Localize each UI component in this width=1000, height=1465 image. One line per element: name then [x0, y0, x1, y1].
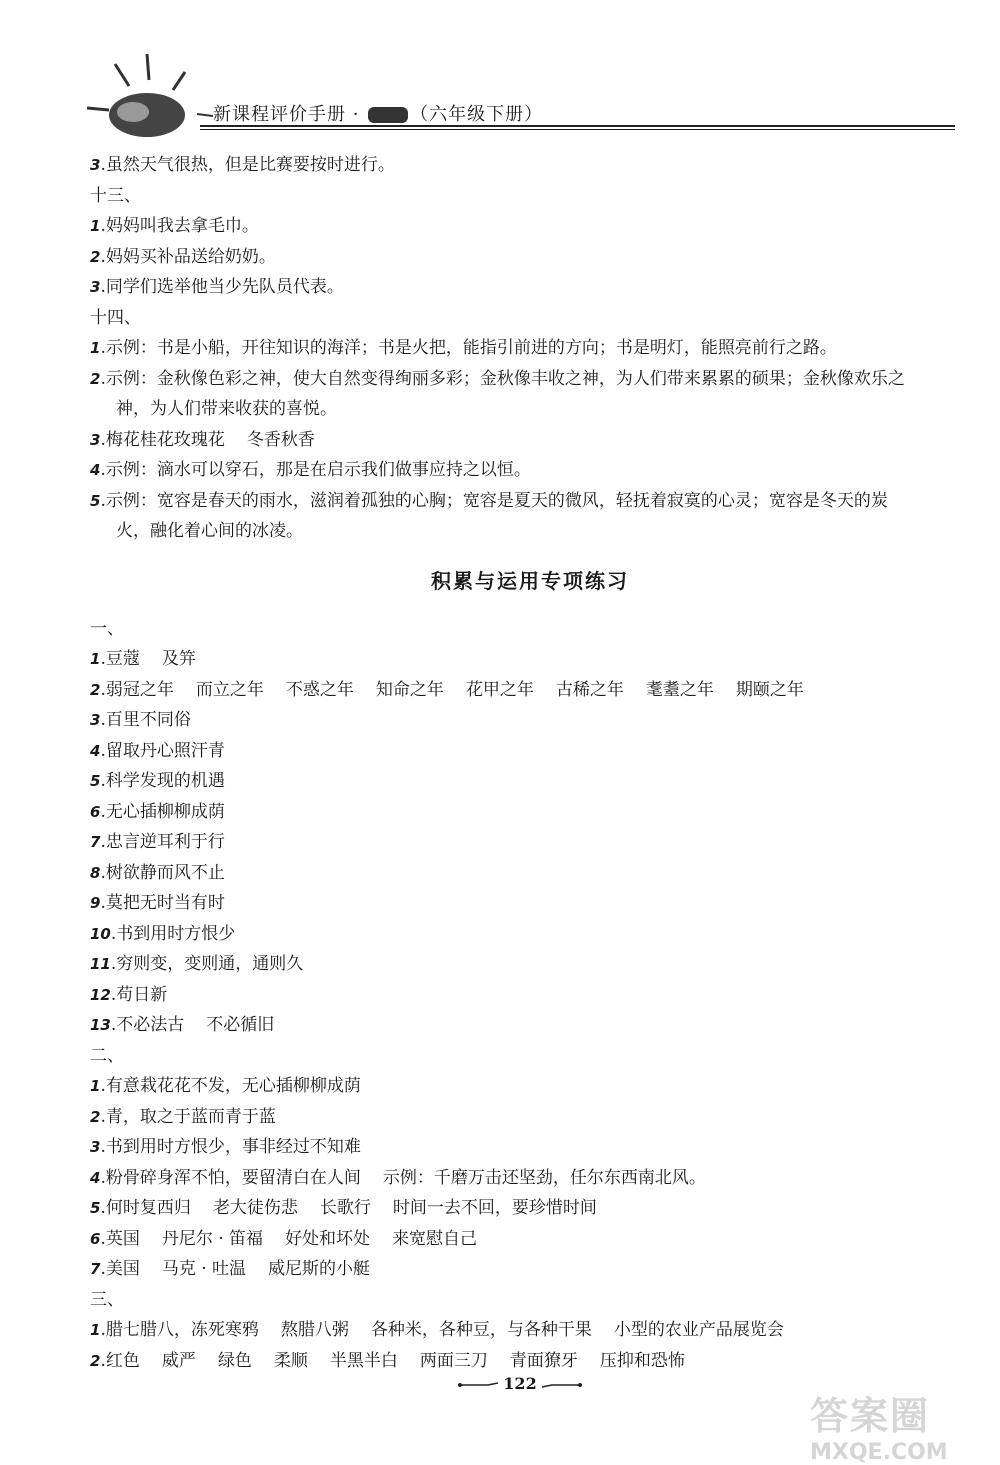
header-rule-thin — [200, 129, 955, 130]
answer-line: 6.英国 丹尼尔 · 笛福 好处和坏处 来宽慰自己 — [90, 1228, 478, 1249]
answer-line: 13.不必法古 不必循旧 — [90, 1015, 275, 1035]
sun-logo-icon — [85, 50, 215, 140]
section-heading-14: 十四、 — [90, 307, 141, 328]
answer-line: 4.粉骨碎身浑不怕，要留清白在人间 示例：千磨万击还坚劲，任尔东西南北风。 — [90, 1167, 706, 1188]
answer-line: 8.树欲静而风不止 — [90, 862, 225, 883]
watermark-logo: 答案圈 MXQE.COM — [810, 1394, 948, 1465]
book-title: 新课程评价手册 · （六年级下册） — [213, 104, 544, 125]
answer-line: 9.莫把无时当有时 — [90, 893, 225, 913]
answer-line: 5.何时复西归 老大徒伤悲 长歌行 时间一去不回，要珍惜时间 — [90, 1198, 597, 1218]
answer-line: 2.青，取之于蓝而青于蓝 — [90, 1106, 276, 1127]
section-title: 积累与运用专项练习 — [431, 568, 629, 593]
page-header — [0, 0, 1000, 140]
answer-line: 2.红色 威严 绿色 柔顺 半黑半白 两面三刀 青面獠牙 压抑和恐怖 — [90, 1350, 685, 1371]
subject-badge-icon — [368, 107, 408, 123]
page-number: 122 — [503, 1374, 537, 1393]
section-heading-1: 一、 — [90, 618, 124, 639]
answer-line: 2.示例：金秋像色彩之神，使大自然变得绚丽多彩；金秋像丰收之神，为人们带来累累的硕果；金秋像欢乐之 — [90, 368, 905, 389]
answer-line: 4.留取丹心照汗青 — [90, 740, 225, 761]
answer-line-continued: 火，融化着心间的冰凌。 — [116, 521, 303, 541]
answer-line-continued: 神，为人们带来收获的喜悦。 — [116, 399, 337, 419]
section-heading-2: 二、 — [90, 1045, 124, 1066]
answer-content — [90, 150, 970, 1376]
header-rule — [200, 125, 955, 127]
answer-line: 3.梅花桂花玫瑰花 冬香秋香 — [90, 429, 315, 450]
answer-line: 5.示例：宽容是春天的雨水，滋润着孤独的心胸；宽容是夏天的微风，轻抚着寂寞的心灵；宽容是冬天的炭 — [90, 490, 888, 511]
section-heading-3: 三、 — [90, 1289, 124, 1310]
answer-line: 11.穷则变，变则通，通则久 — [90, 954, 304, 974]
left-flourish-icon — [458, 1382, 498, 1388]
answer-line: 1.有意栽花花不发，无心插柳柳成荫 — [90, 1076, 361, 1096]
answer-line: 1.腊七腊八，冻死寒鸦 熬腊八粥 各种米，各种豆，与各种干果 小型的农业产品展览会 — [90, 1320, 784, 1340]
page-footer — [440, 1374, 600, 1398]
answer-line: 3.虽然天气很热，但是比赛要按时进行。 — [90, 155, 395, 175]
answer-line: 12.苟日新 — [90, 984, 168, 1005]
answer-line: 1.妈妈叫我去拿毛巾。 — [90, 216, 259, 236]
answer-line: 4.示例：滴水可以穿石，那是在启示我们做事应持之以恒。 — [90, 460, 531, 480]
answer-line: 6.无心插柳柳成荫 — [90, 801, 225, 822]
answer-line: 5.科学发现的机遇 — [90, 771, 225, 791]
answer-line: 10.书到用时方恨少 — [90, 923, 236, 944]
answer-line: 3.书到用时方恨少，事非经过不知难 — [90, 1137, 361, 1157]
answer-line: 1.示例：书是小船，开往知识的海洋；书是火把，能指引前进的方向；书是明灯，能照亮前行之路。 — [90, 338, 837, 358]
answer-line: 2.妈妈买补品送给奶奶。 — [90, 246, 276, 267]
answer-line: 7.美国 马克 · 吐温 威尼斯的小艇 — [90, 1259, 371, 1279]
answer-line: 2.弱冠之年 而立之年 不惑之年 知命之年 花甲之年 古稀之年 耄耋之年 期颐之年 — [90, 679, 804, 700]
section-heading-13: 十三、 — [90, 185, 141, 206]
answer-line: 3.百里不同俗 — [90, 710, 191, 730]
answer-line: 1.豆蔻 及笄 — [90, 649, 196, 669]
answer-line: 3.同学们选举他当少先队员代表。 — [90, 277, 344, 297]
right-flourish-icon — [542, 1382, 582, 1388]
answer-line: 7.忠言逆耳利于行 — [90, 832, 225, 852]
